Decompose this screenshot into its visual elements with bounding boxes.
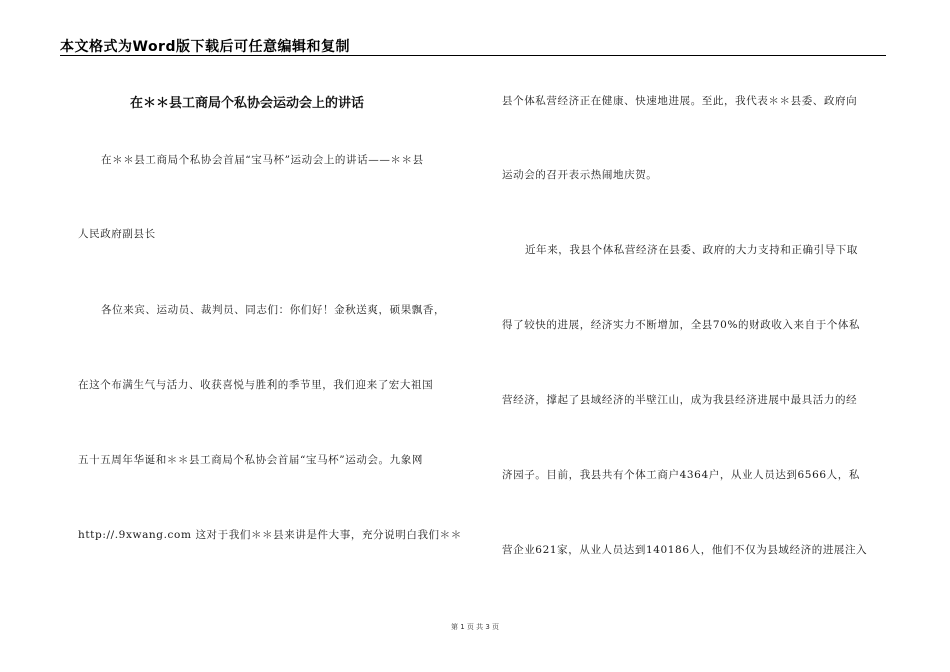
text-line: 各位来宾、运动员、裁判员、同志们：你们好！金秋送爽，硕果飘香，	[101, 304, 446, 316]
text-line: 在＊＊县工商局个私协会首届“宝马杯”运动会上的讲话——＊＊县	[101, 154, 424, 166]
text-line: http://.9xwang.com 这对于我们＊＊县来讲是件大事，充分说明白我们＊＊	[78, 529, 462, 541]
text-line: 人民政府副县长	[78, 228, 156, 240]
document-title: 在＊＊县工商局个私协会运动会上的讲话	[130, 96, 365, 111]
text-line: 运动会的召开表示热闹地庆贺。	[502, 169, 658, 181]
text-line: 营经济，撑起了县域经济的半壁江山，成为我县经济进展中最具活力的经	[502, 394, 858, 406]
text-line: 得了较快的进展，经济实力不断增加，全县70%的财政收入来自于个体私	[502, 319, 861, 331]
banner-divider	[60, 55, 886, 56]
text-line: 营企业621家，从业人员达到140186人，他们不仅为县域经济的进展注入	[502, 544, 868, 556]
text-line: 济园子。目前，我县共有个体工商户4364户，从业人员达到6566人，私	[502, 469, 860, 481]
text-line: 近年来，我县个体私营经济在县委、政府的大力支持和正确引导下取	[525, 244, 858, 256]
page-number: 第 1 页 共 3 页	[450, 623, 500, 631]
document-banner: 本文格式为Word版下载后可任意编辑和复制	[60, 39, 350, 55]
text-line: 县个体私营经济正在健康、快速地进展。至此，我代表＊＊县委、政府向	[502, 95, 858, 107]
text-line: 五十五周年华诞和＊＊县工商局个私协会首届“宝马杯”运动会。九象网	[78, 454, 423, 466]
text-line: 在这个布满生气与活力、收获喜悦与胜利的季节里，我们迎来了宏大祖国	[78, 379, 434, 391]
